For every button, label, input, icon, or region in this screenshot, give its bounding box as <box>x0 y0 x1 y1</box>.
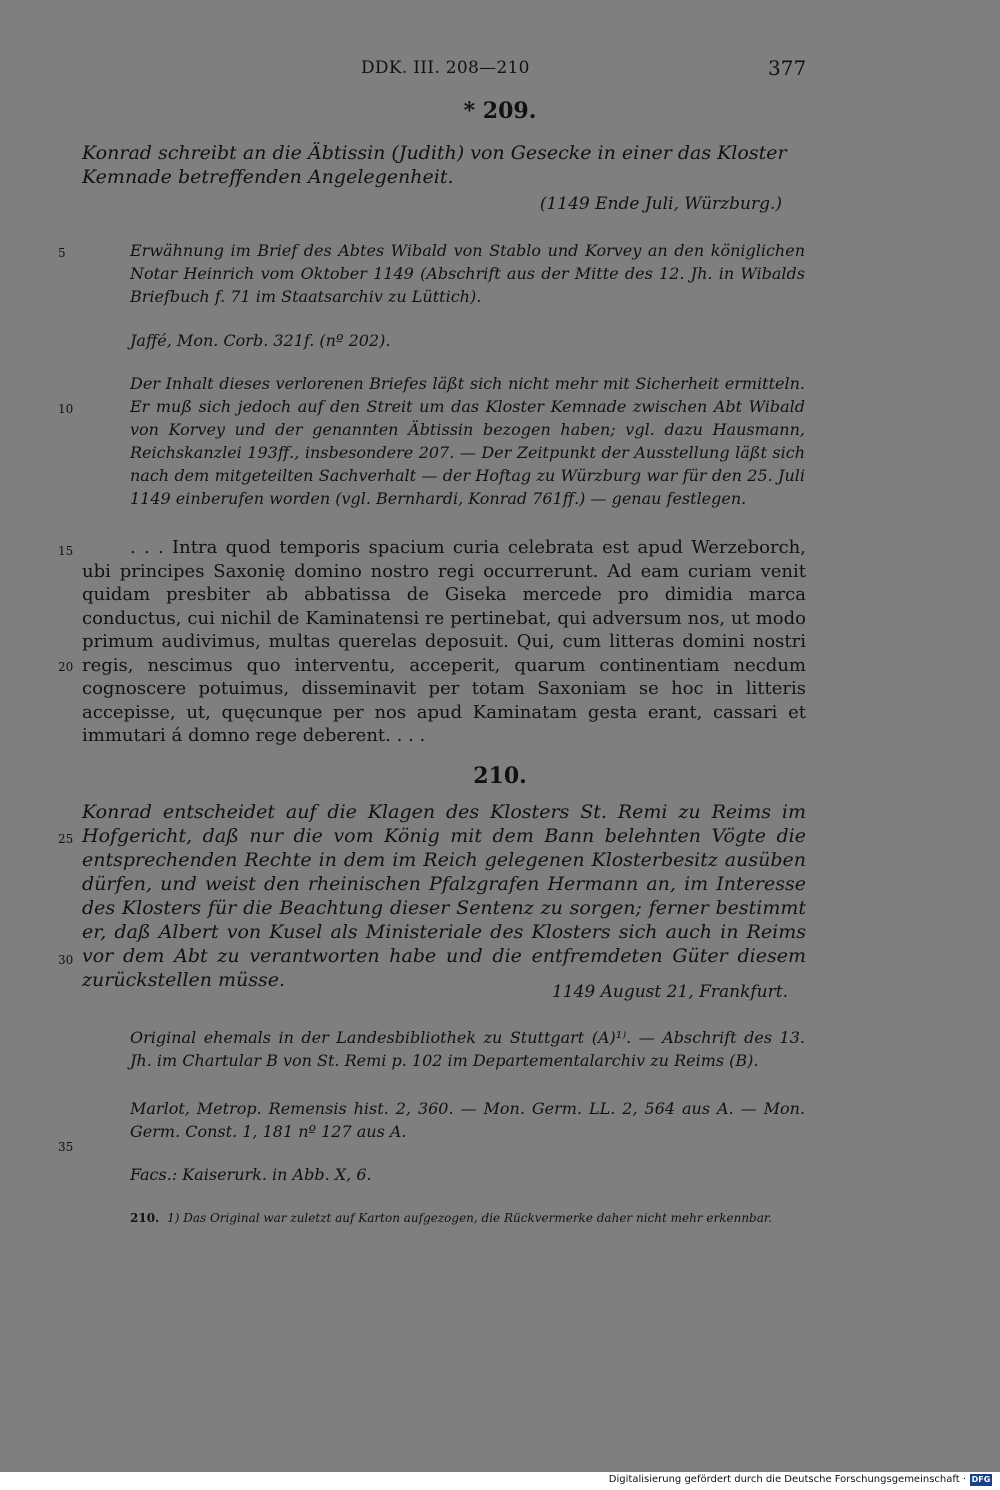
footnote-210 <box>130 1211 772 1225</box>
line-number: 10 <box>58 402 74 416</box>
document-number-209: * 209. <box>463 98 537 124</box>
regest-210: Konrad entscheidet auf die Klagen des Klosters St. Remi zu Reims im Hofgericht, daß nur die vom König mit dem Bann belehnten Vögte die entsprechenden Rechte in dem im Reich gelegenen Klosterbesitz ausüben dürfen, und weist den rheinischen Pfalzgrafen Hermann an, im Interesse des Klosters für die Beachtung dieser Sentenz zu sorgen; ferner bestimmt er, daß Albert von Kusel als Ministeriale des Klosters sich auch in Reims vor dem Abt zu verantworten habe und die entfremdeten Güter diesem zurückstellen müsse. <box>82 801 806 991</box>
line-number: 35 <box>58 1140 74 1154</box>
footnote-text: 1) Das Original war zuletzt auf Karton aufgezogen, die Rückvermerke daher nicht mehr erkennbar. <box>167 1211 773 1225</box>
date-place-209: (1149 Ende Juli, Würzburg.) <box>539 194 782 214</box>
dfg-logo: DFG <box>971 1475 991 1484</box>
line-number: 25 <box>58 832 74 846</box>
date-place-210: 1149 August 21, Frankfurt. <box>551 982 788 1002</box>
source-note-210: Original ehemals in der Landesbibliothek zu Stuttgart (A)¹⁾. — Abschrift des 13. Jh. im Chartular B von St. Remi p. 102 im Departementalarchiv zu Reims (B). <box>130 1028 805 1070</box>
document-number-210: 210. <box>473 763 527 789</box>
funding-credit: Digitalisierung gefördert durch die Deutsche Forschungsgemeinschaft · <box>608 1474 966 1485</box>
line-number: 20 <box>58 660 74 674</box>
running-title: DDK. III. 208—210 <box>361 58 530 78</box>
line-number: 15 <box>58 544 74 558</box>
line-number: 30 <box>58 953 74 967</box>
commentary-209: Der Inhalt dieses verlorenen Briefes läßt sich nicht mehr mit Sicherheit ermitteln. Er muß sich jedoch auf den Streit um das Kloster Kemnade zwischen Abt Wibald von Korvey und der genannten Äbtissin bezogen haben; vgl. dazu Hausmann, Reichskanzlei 193ff., insbesondere 207. — Der Zeitpunkt der Ausstellung läßt sich nach dem mitgeteilten Sachverhalt — der Hoftag zu Würzburg war für den 25. Juli 1149 einberufen worden (vgl. Bernhardi, Konrad 761ff.) — genau festlegen. <box>130 374 805 508</box>
regest-209-line-1: Konrad schreibt an die Äbtissin (Judith) von Gesecke in einer das Kloster <box>82 142 787 164</box>
page-number: 377 <box>768 56 807 80</box>
edition-note-210: Marlot, Metrop. Remensis hist. 2, 360. — Mon. Germ. LL. 2, 564 aus A. — Mon. Germ. Const. 1, 181 nº 127 aus A. <box>130 1099 805 1141</box>
facsimile-note-210: Facs.: Kaiserurk. in Abb. X, 6. <box>130 1165 372 1184</box>
edition-note-209: Jaffé, Mon. Corb. 321f. (nº 202). <box>130 331 391 350</box>
line-number: 5 <box>58 246 66 260</box>
regest-209-line-2: Kemnade betreffenden Angelegenheit. <box>82 166 454 188</box>
document-text-209: . . . Intra quod temporis spacium curia celebrata est apud Werzeborch, ubi principes Saxonię domino nostro regi occurrerunt. Ad eam curiam venit quidam presbiter ab abbatissa de Giseka mercede pro dimidia marca conductus, cui nichil de Kaminatensi re pertinebat, qui adversum nos, ut modo primum audivimus, multas querelas deposuit. Qui, cum litteras domini nostri regis, nescimus quo interventu, acceperit, quarum continentiam necdum cognoscere potuimus, disseminavit per totam Saxoniam se hoc in litteris accepisse, ut, quęcunque per nos apud Kaminatam gesta erant, cassari et immutari á domno rege deberent. . . . <box>82 537 806 746</box>
regest-209 <box>82 141 804 189</box>
source-note-209: Erwähnung im Brief des Abtes Wibald von Stablo und Korvey an den königlichen Notar Heinrich vom Oktober 1149 (Abschrift aus der Mitte des 12. Jh. in Wibalds Briefbuch f. 71 im Staatsarchiv zu Lüttich). <box>130 241 805 306</box>
footnote-ref: 210. <box>130 1211 160 1225</box>
